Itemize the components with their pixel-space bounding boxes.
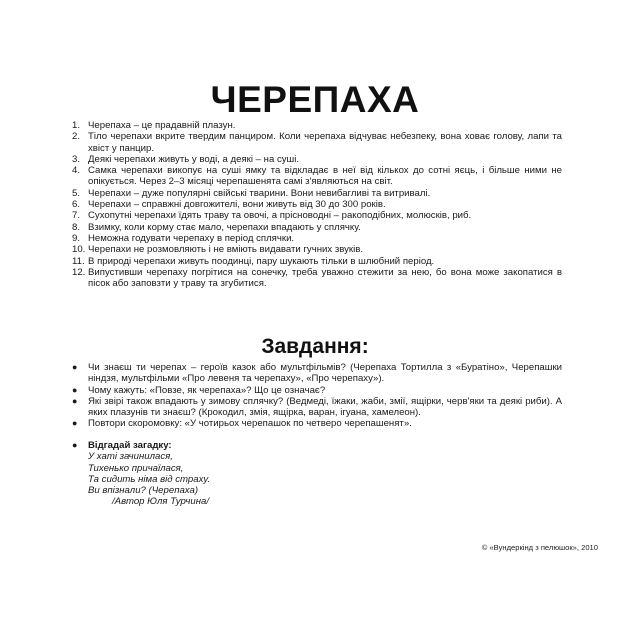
fact-number: 3. (72, 153, 81, 165)
fact-item (72, 199, 562, 210)
task-text: Повтори скоромовку: «У чотирьох черепашок по четверо черепашенят». (88, 418, 412, 430)
fact-number: 1. (72, 120, 81, 131)
facts-list (72, 120, 562, 289)
fact-number: 10. (72, 244, 86, 256)
fact-text: Черепахи – дуже популярні свійські тварини. Вони невибагливі та витривалі. (88, 187, 431, 199)
fact-item (72, 267, 562, 290)
task-item (72, 385, 562, 396)
fact-number: 2. (72, 131, 81, 143)
fact-text: Сухопутні черепахи їдять траву та овочі, а прісноводні – ракоподібних, молюсків, риб. (88, 210, 472, 222)
fact-text: Деякі черепахи живуть у воді, а деякі – на суші. (88, 153, 300, 165)
fact-text: Тіло черепахи вкрите твердим панциром. Коли черепаха відчуває небезпеку, вона ховає голову, лапи та хвіст у панцир. (88, 131, 562, 154)
copyright-notice: © «Вундеркінд з пелюшок», 2010 (481, 543, 598, 552)
riddle-block (72, 440, 210, 508)
fact-item (72, 154, 562, 165)
fact-number: 12. (72, 266, 86, 278)
riddle-line: Ви впізнали? (Черепаха) (88, 485, 199, 497)
tasks-list (72, 362, 562, 430)
bullet-icon: ● (72, 395, 78, 406)
task-text: Чи знаєш ти черепах – героїв казок або мультфільмів? (Черепаха Тортилла з «Буратіно», Черепашки ніндзя, мультфільми «Про левеня та черепаху», «Про черепаху»). (88, 362, 562, 385)
fact-item (72, 188, 562, 199)
task-item (72, 362, 562, 385)
fact-text: Неможна годувати черепаху в період сплячки. (88, 232, 295, 244)
bullet-icon: ● (72, 440, 78, 450)
bullet-icon: ● (72, 384, 78, 395)
fact-number: 7. (72, 210, 81, 222)
fact-item (72, 131, 562, 154)
riddle-author: /Автор Юля Турчина/ (112, 496, 210, 508)
fact-text: Черепаха – це прадавній плазун. (88, 120, 236, 131)
fact-number: 5. (72, 187, 81, 199)
fact-item (72, 120, 562, 131)
riddle-line: У хаті зачинилася, (88, 451, 173, 463)
fact-text: Черепахи не розмовляють і не вміють видавати гучних звуків. (88, 244, 364, 256)
fact-item (72, 165, 562, 188)
fact-item (72, 233, 562, 244)
fact-text: Взимку, коли корму стає мало, черепахи впадають у сплячку. (88, 221, 361, 233)
fact-number: 8. (72, 221, 81, 233)
bullet-icon: ● (72, 418, 78, 429)
task-item (72, 418, 562, 429)
fact-text: В природі черепахи живуть поодинці, пару шукають тільки в шлюбний період. (88, 255, 435, 267)
fact-item (72, 244, 562, 255)
riddle-line: Тихенько причаїлася, (88, 462, 184, 474)
fact-number: 6. (72, 199, 81, 211)
bullet-icon: ● (72, 362, 78, 372)
riddle-heading: Відгадай загадку: (88, 440, 172, 451)
fact-item (72, 256, 562, 267)
fact-text: Випустивши черепаху погрітися на сонечку, треба уважно стежити за нею, бо вона може закопатися в пісок або заповзти у траву та згубитися. (88, 266, 562, 290)
task-text: Чому кажуть: «Повзе, як черепаха»? Що це означає? (88, 384, 326, 396)
fact-item (72, 210, 562, 221)
fact-item (72, 222, 562, 233)
task-text: Які звірі також впадають у зимову сплячку? (Ведмеді, їжаки, жаби, змії, ящірки, черв'яки та деякі риби). А яких плазунів ти знаєш? (Крокодил, змія, ящірка, варан, ігуана, хамелеон). (88, 395, 562, 419)
fact-number: 9. (72, 232, 81, 244)
fact-number: 4. (72, 165, 81, 177)
tasks-heading: Завдання: (261, 335, 369, 358)
riddle-line: Та сидить німа від страху. (88, 473, 211, 485)
fact-number: 11. (72, 255, 85, 267)
fact-text: Черепахи – справжні довгожителі, вони живуть від 30 до 300 років. (88, 199, 386, 211)
page-title: ЧЕРЕПАХА (210, 79, 420, 120)
fact-text: Самка черепахи викопує на суші ямку та відкладає в неї від кількох до сотні яєць, і більше ними не опікується. Через 2–3 місяці черепашенята самі з'являються на світ. (88, 165, 562, 188)
task-item (72, 396, 562, 419)
